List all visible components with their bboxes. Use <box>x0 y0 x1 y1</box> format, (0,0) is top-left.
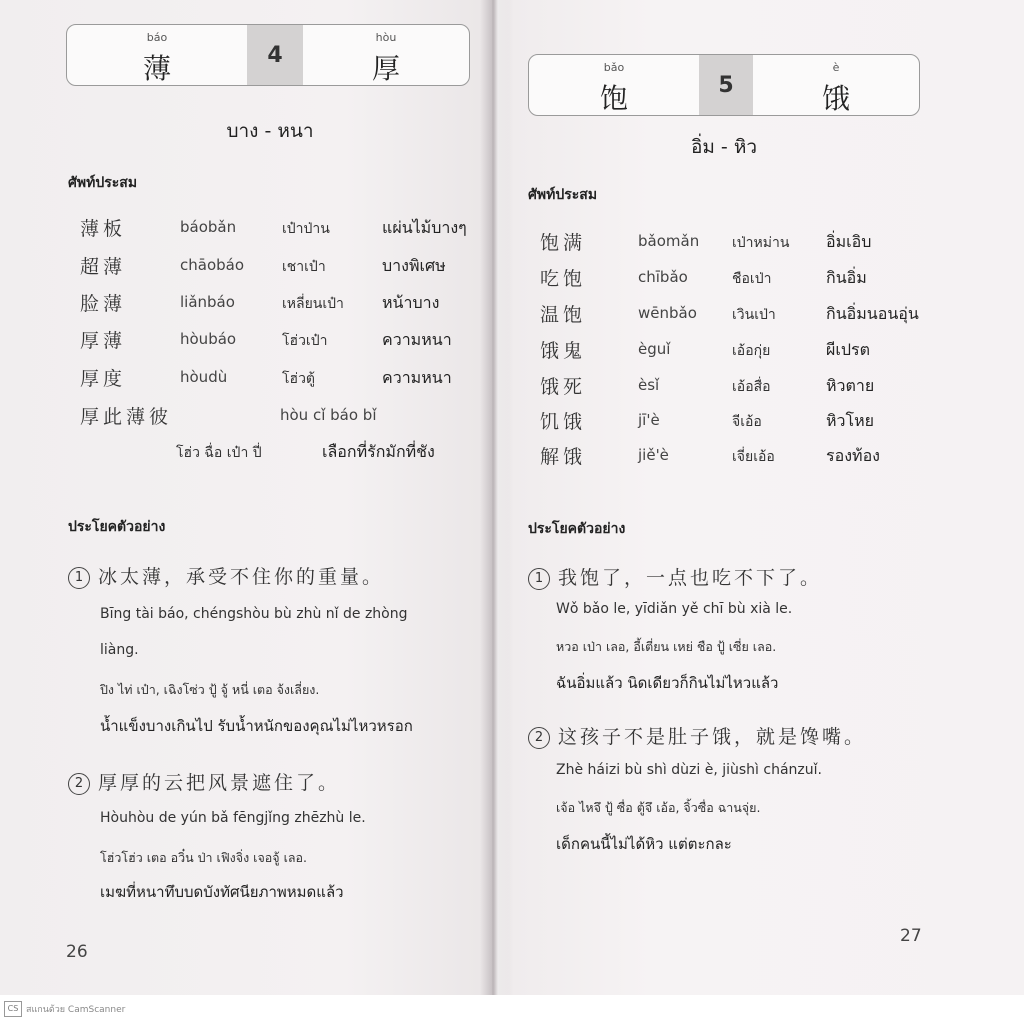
compound-row <box>80 364 480 394</box>
compound-thai-reading: เหลี่ยนเป๋า <box>282 296 344 312</box>
example-sentence <box>68 562 384 589</box>
header-left-word <box>67 25 247 85</box>
header-left-char: 饱 <box>599 82 628 115</box>
header-left-pinyin: bǎo <box>603 61 625 74</box>
compound-pinyin: jī'è <box>638 411 660 429</box>
compound-pinyin: bǎomǎn <box>638 232 700 250</box>
compound-meaning: รองท้อง <box>826 446 880 465</box>
idiom-row-2 <box>80 440 480 470</box>
example-chinese: 冰太薄，承受不住你的重量。 <box>98 566 385 588</box>
compound-pinyin: chāobáo <box>180 256 245 274</box>
idiom-chinese: 厚此薄彼 <box>80 406 173 428</box>
compound-chinese: 厚度 <box>80 368 127 390</box>
compound-row <box>540 372 930 402</box>
compound-meaning: กินอิ่ม <box>826 268 867 287</box>
compound-chinese: 饿死 <box>540 376 587 398</box>
header-right-pinyin: è <box>832 61 840 74</box>
lesson-title: บาง - หนา <box>226 120 314 142</box>
compound-row <box>540 442 930 472</box>
compound-pinyin: hòudù <box>180 368 228 386</box>
camscanner-logo: CS <box>4 1001 22 1017</box>
left-page <box>0 0 492 995</box>
example-number: 2 <box>68 773 90 795</box>
compound-pinyin: èguǐ <box>638 340 671 358</box>
header-right-char: 厚 <box>371 52 400 85</box>
example-number: 1 <box>68 567 90 589</box>
example-number: 1 <box>528 568 550 590</box>
lesson-number: 5 <box>699 55 753 115</box>
idiom-thai-reading: โฮ่ว ฉื่อ เป๋า ปี่ <box>176 445 262 461</box>
idiom-meaning: เลือกที่รักมักที่ชัง <box>322 442 435 461</box>
compound-row <box>540 407 930 437</box>
example-sentence <box>68 768 340 795</box>
compound-row <box>80 326 480 356</box>
compound-row <box>540 336 930 366</box>
compound-pinyin: liǎnbáo <box>180 293 235 311</box>
compound-heading: ศัพท์ประสม <box>68 175 138 191</box>
page-number: 26 <box>66 942 88 962</box>
compound-thai-reading: เอ้อสื่อ <box>732 379 771 395</box>
example-thai-reading: หวอ เป่า เลอ, อี้เตี่ยน เหย่ ชือ ปู้ เซี่ย เลอ. <box>556 639 777 654</box>
compound-chinese: 超薄 <box>80 256 127 278</box>
example-thai-reading: โฮ่วโฮ่ว เตอ อวิ๋น ป่า เฟิงจิ่ง เจอจู้ เลอ. <box>100 850 307 865</box>
examples-heading: ประโยคตัวอย่าง <box>528 521 626 537</box>
compound-meaning: กินอิ่มนอนอุ่น <box>826 304 919 323</box>
compound-meaning: อิ่มเอิบ <box>826 232 872 251</box>
compound-meaning: บางพิเศษ <box>382 256 446 275</box>
header-right-word <box>753 55 919 115</box>
compound-thai-reading: จีเอ้อ <box>732 414 762 430</box>
book-gutter <box>480 0 510 995</box>
compound-row <box>80 289 480 319</box>
compound-row <box>540 228 930 258</box>
header-left-word <box>529 55 699 115</box>
lesson-number: 4 <box>247 25 303 85</box>
example-pinyin: Wǒ bǎo le, yīdiǎn yě chī bù xià le. <box>556 601 793 617</box>
example-pinyin: Hòuhòu de yún bǎ fēngjǐng zhēzhù le. <box>100 810 366 826</box>
compound-thai-reading: เวินเป่า <box>732 307 776 323</box>
example-chinese: 我饱了，一点也吃不下了。 <box>558 567 823 589</box>
compound-pinyin: hòubáo <box>180 330 237 348</box>
compound-pinyin: jiě'è <box>638 446 669 464</box>
compound-chinese: 饱满 <box>540 232 587 254</box>
compound-chinese: 薄板 <box>80 218 127 240</box>
compound-pinyin: báobǎn <box>180 218 237 236</box>
compound-pinyin: wēnbǎo <box>638 304 697 322</box>
compound-chinese: 厚薄 <box>80 330 127 352</box>
page-number: 27 <box>900 926 922 946</box>
example-thai-reading: เจ้อ ไหจึ ปู้ ซื่อ ตู้จึ เอ้อ, จิ้วซื่อ ฉานจุ่ย. <box>556 800 761 815</box>
compound-meaning: หิวตาย <box>826 376 875 395</box>
compound-thai-reading: เป่าหม่าน <box>732 235 790 251</box>
compound-chinese: 饿鬼 <box>540 340 587 362</box>
compound-thai-reading: เชาเป๋า <box>282 259 326 275</box>
compound-chinese: 温饱 <box>540 304 587 326</box>
compound-chinese: 饥饿 <box>540 411 587 433</box>
example-meaning: ฉันอิ่มแล้ว นิดเดียวก็กินไม่ไหวแล้ว <box>556 674 779 692</box>
example-chinese: 厚厚的云把风景遮住了。 <box>98 772 341 794</box>
compound-thai-reading: โฮ่วเป๋า <box>282 333 328 349</box>
example-chinese: 这孩子不是肚子饿，就是馋嘴。 <box>558 726 867 748</box>
compound-thai-reading: โฮ่วตู้ <box>282 371 316 387</box>
compound-pinyin: chībǎo <box>638 268 688 286</box>
header-left-char: 薄 <box>142 52 171 85</box>
example-number: 2 <box>528 727 550 749</box>
compound-thai-reading: เอ้อกุ่ย <box>732 343 771 359</box>
idiom-pinyin: hòu cǐ báo bǐ <box>280 406 377 424</box>
example-meaning: เด็กคนนี้ไม่ได้หิว แต่ตะกละ <box>556 835 732 853</box>
example-meaning: เมฆที่หนาทึบบดบังทัศนียภาพหมดแล้ว <box>100 883 344 901</box>
example-pinyin: Zhè háizi bù shì dùzi è, jiùshì chánzuǐ. <box>556 762 822 778</box>
compound-row <box>540 264 930 294</box>
compound-meaning: หน้าบาง <box>382 293 440 312</box>
compound-chinese: 吃饱 <box>540 268 587 290</box>
compound-thai-reading: เป๋าป่าน <box>282 221 330 237</box>
compound-row <box>80 214 480 244</box>
header-right-word <box>303 25 469 85</box>
scanner-footer <box>0 995 1024 1024</box>
compound-meaning: แผ่นไม้บางๆ <box>382 218 467 237</box>
lesson-title: อิ่ม - หิว <box>690 136 758 158</box>
compound-meaning: ผีเปรต <box>826 340 870 359</box>
compound-thai-reading: เจี่ยเอ้อ <box>732 449 775 465</box>
example-sentence <box>528 722 866 749</box>
compound-chinese: 解饿 <box>540 446 587 468</box>
lesson-header-box <box>66 24 470 86</box>
header-right-pinyin: hòu <box>375 31 397 44</box>
example-sentence <box>528 563 822 590</box>
compound-pinyin: èsǐ <box>638 376 660 394</box>
compound-thai-reading: ชือเป่า <box>732 271 772 287</box>
lesson-header-box <box>528 54 920 116</box>
camscanner-text: สแกนด้วย CamScanner <box>26 1005 126 1015</box>
example-thai-reading: ปิง ไท่ เป๋า, เฉิงโซ่ว ปู้ จู้ หนี่ เตอ จ้งเลี่ยง. <box>100 682 320 697</box>
header-right-char: 饿 <box>821 82 850 115</box>
compound-meaning: ความหนา <box>382 330 452 349</box>
idiom-row <box>80 402 480 432</box>
examples-heading: ประโยคตัวอย่าง <box>68 519 166 535</box>
compound-row <box>540 300 930 330</box>
example-pinyin-cont: liàng. <box>100 642 139 658</box>
compound-chinese: 脸薄 <box>80 293 127 315</box>
example-meaning: น้ำแข็งบางเกินไป รับน้ำหนักของคุณไม่ไหวหรอก <box>100 717 413 735</box>
compound-row <box>80 252 480 282</box>
compound-meaning: หิวโหย <box>826 411 875 430</box>
compound-heading: ศัพท์ประสม <box>528 187 598 203</box>
example-pinyin: Bīng tài báo, chéngshòu bù zhù nǐ de zhòng <box>100 606 408 622</box>
header-left-pinyin: báo <box>146 31 168 44</box>
compound-meaning: ความหนา <box>382 368 452 387</box>
